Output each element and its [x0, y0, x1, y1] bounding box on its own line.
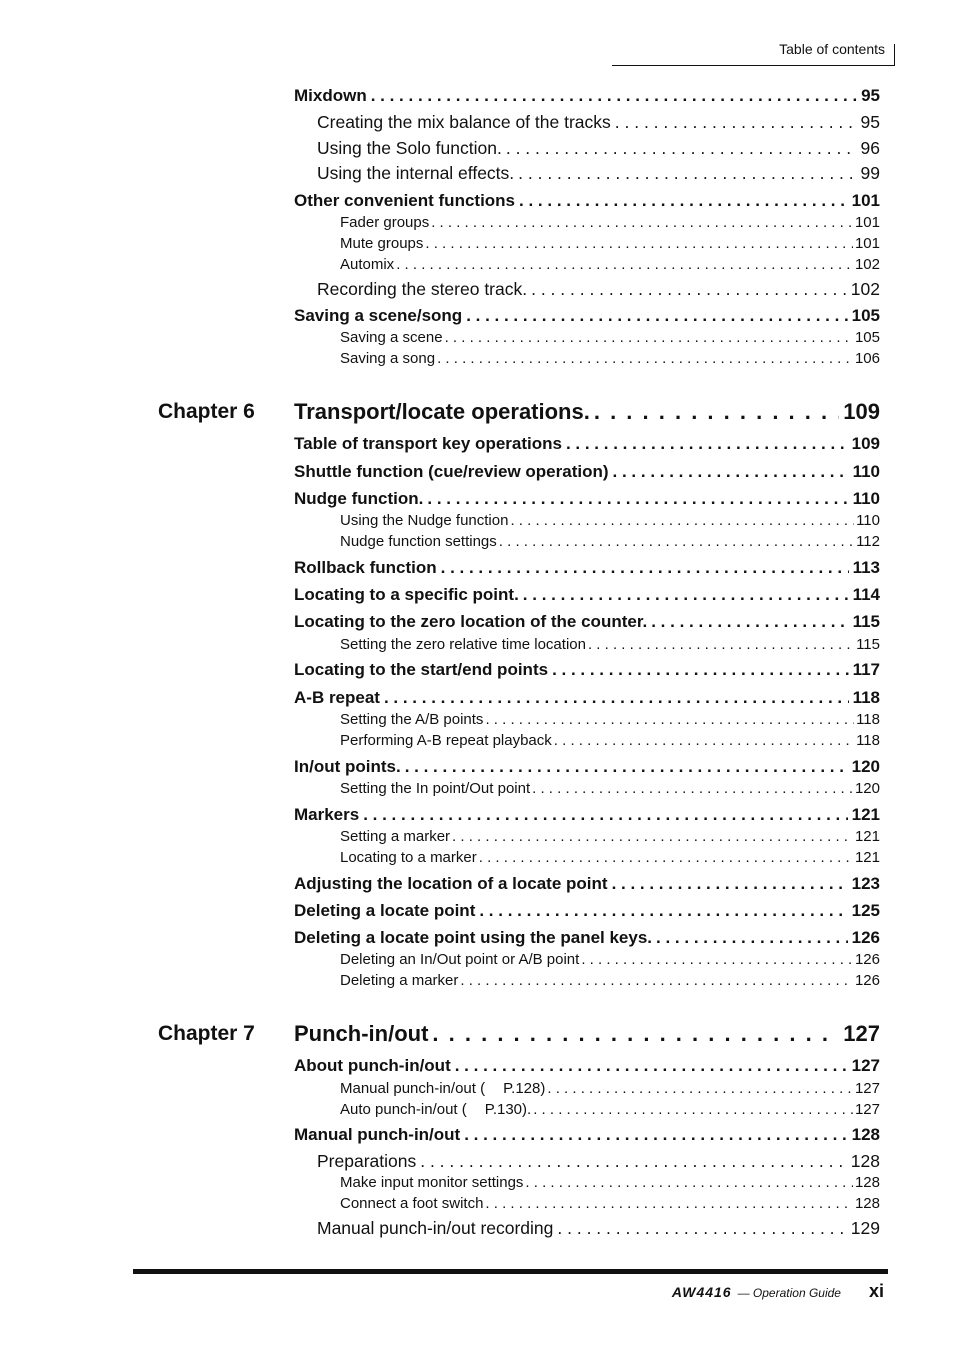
header-tick [894, 44, 895, 66]
toc-entry[interactable]: Automix . . . 102 [340, 256, 880, 273]
header-rule [612, 65, 895, 66]
footer-rule [133, 1269, 888, 1274]
chapter-6-heading[interactable]: Transport/locate operations. . . . 109 [294, 399, 880, 425]
toc-entry[interactable]: Preparations . . . 128 [317, 1151, 880, 1172]
toc-entry[interactable]: Using the Solo function. . . . 96 [317, 138, 880, 159]
toc-entry[interactable]: Mute groups . . . 101 [340, 235, 880, 252]
toc-entry[interactable]: Locating to a marker . . . 121 [340, 849, 880, 866]
running-header: Table of contents [779, 41, 885, 57]
footer [672, 1281, 884, 1302]
toc-entry[interactable]: Table of transport key operations . . . 109 [294, 434, 880, 454]
product-logo: AW4416 [671, 1284, 732, 1300]
toc-entry[interactable]: Setting the A/B points . . . 118 [340, 711, 880, 728]
toc-entry[interactable]: Shuttle function (cue/review operation) . . . 110 [294, 462, 880, 482]
toc-entry[interactable]: Recording the stereo track. . . . 102 [317, 279, 880, 300]
toc-entry[interactable]: Locating to a specific point. . . . 114 [294, 585, 880, 605]
toc-entry[interactable]: Deleting a locate point using the panel keys. . . . 126 [294, 928, 880, 948]
toc-entry[interactable]: Saving a scene . . . 105 [340, 329, 880, 346]
toc-entry[interactable]: Adjusting the location of a locate point . . . 123 [294, 874, 880, 894]
toc-entry[interactable]: Manual punch-in/out ( P.128) . . . 127 [340, 1080, 880, 1097]
toc-entry[interactable]: Using the Nudge function . . . 110 [340, 512, 880, 529]
toc-entry[interactable]: Deleting an In/Out point or A/B point . . . 126 [340, 951, 880, 968]
toc-entry[interactable]: Fader groups . . . 101 [340, 214, 880, 231]
toc-entry[interactable]: Deleting a marker . . . 126 [340, 972, 880, 989]
toc-entry[interactable]: About punch-in/out . . . 127 [294, 1056, 880, 1076]
toc-entry[interactable]: Nudge function settings . . . 112 [340, 533, 880, 550]
toc-entry[interactable]: Auto punch-in/out ( P.130). . . . 127 [340, 1101, 880, 1118]
toc-entry[interactable]: Using the internal effects. . . . 99 [317, 163, 880, 184]
toc-entry[interactable]: Setting the In point/Out point . . . 120 [340, 780, 880, 797]
toc-entry[interactable]: In/out points. . . . 120 [294, 757, 880, 777]
toc-entry[interactable]: A-B repeat . . . 118 [294, 688, 880, 708]
toc-entry[interactable]: Creating the mix balance of the tracks . . . 95 [317, 112, 880, 133]
toc-entry[interactable]: Markers . . . 121 [294, 805, 880, 825]
toc-entry[interactable]: Locating to the zero location of the counter. . . . 115 [294, 612, 880, 632]
toc-entry[interactable]: Rollback function . . . 113 [294, 558, 880, 578]
toc-entry[interactable]: Make input monitor settings . . . 128 [340, 1174, 880, 1191]
toc-entry[interactable]: Other convenient functions . . . 101 [294, 191, 880, 211]
toc-entry[interactable]: Saving a scene/song . . . 105 [294, 306, 880, 326]
toc-entry[interactable]: Mixdown . . . 95 [294, 86, 880, 106]
toc-entry[interactable]: Locating to the start/end points . . . 117 [294, 660, 880, 680]
toc-entry[interactable]: Deleting a locate point . . . 125 [294, 901, 880, 921]
guide-label: — Operation Guide [737, 1286, 841, 1300]
toc-entry[interactable]: Nudge function. . . . 110 [294, 489, 880, 509]
toc-entry[interactable]: Performing A-B repeat playback . . . 118 [340, 732, 880, 749]
page-number: xi [868, 1281, 884, 1301]
chapter-6-label: Chapter 6 [158, 400, 255, 423]
toc-entry[interactable]: Setting the zero relative time location . . . 115 [340, 636, 880, 653]
chapter-7-heading[interactable]: Punch-in/out . . . 127 [294, 1021, 880, 1047]
toc-entry[interactable]: Manual punch-in/out recording . . . 129 [317, 1218, 880, 1239]
toc-entry[interactable]: Setting a marker . . . 121 [340, 828, 880, 845]
chapter-7-label: Chapter 7 [158, 1022, 255, 1045]
toc-entry[interactable]: Connect a foot switch . . . 128 [340, 1195, 880, 1212]
toc-entry[interactable]: Saving a song . . . 106 [340, 350, 880, 367]
toc-entry[interactable]: Manual punch-in/out . . . 128 [294, 1125, 880, 1145]
